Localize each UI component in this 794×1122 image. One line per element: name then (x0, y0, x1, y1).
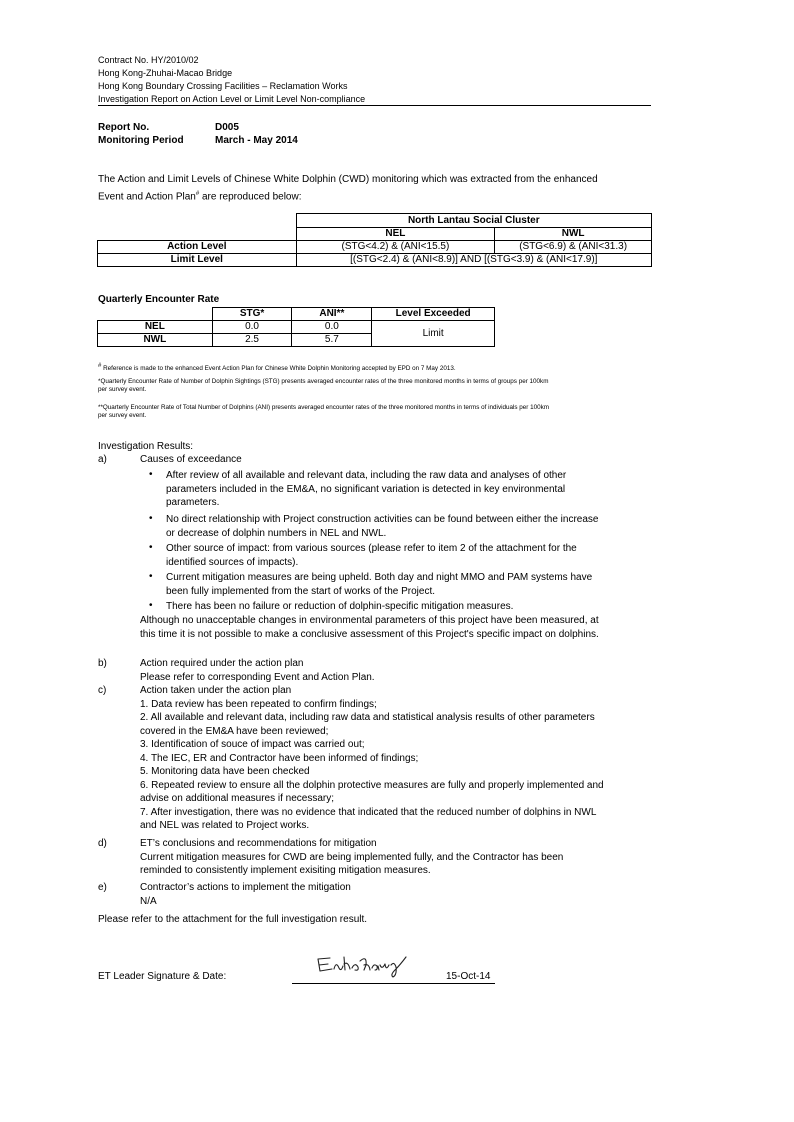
bullet-2-icon: • (149, 513, 153, 524)
bullet-1-icon: • (149, 469, 153, 480)
conclusion-line-1: Although no unacceptable changes in environmental parameters of this project have been measured, at (140, 615, 599, 626)
section-e-title: Contractor’s actions to implement the mitigation (140, 882, 351, 893)
action-item: 5. Monitoring data have been checked (140, 766, 310, 777)
bullet-1-line-3: parameters. (166, 497, 220, 508)
section-c-label: c) (98, 685, 107, 696)
col-stg-header: STG* (212, 308, 292, 321)
levels-empty-cell-2 (98, 228, 297, 241)
footnote-hash (98, 362, 658, 373)
bullet-2-line-2: or decrease of dolphin numbers in NEL and NWL. (166, 527, 387, 539)
investigation-title: Investigation Results: (98, 441, 194, 452)
action-level-nel: (STG<4.2) & (ANI<15.5) (296, 241, 495, 254)
bullet-4-icon: • (149, 571, 153, 582)
intro-paragraph (98, 173, 658, 204)
footnote-ani-line-2: per survey event. (98, 412, 147, 419)
section-a-title: Causes of exceedance (140, 454, 242, 465)
row-nwl-label: NWL (98, 334, 213, 347)
footnote-stg-line-2: per survey event. (98, 386, 147, 393)
footnote-stg (98, 378, 658, 394)
monitoring-period-label: Monitoring Period (98, 135, 184, 146)
footnote-stg-line-1: *Quarterly Encounter Rate of Number of Dolphin Sightings (STG) presents averaged encounter rates of the three monitored months in terms of groups per 100km (98, 378, 549, 385)
section-c-title: Action taken under the action plan (140, 685, 292, 696)
row-nwl-stg: 2.5 (212, 334, 292, 347)
section-e-text: N/A (140, 895, 157, 907)
limit-level-label: Limit Level (98, 254, 297, 267)
section-b-title: Action required under the action plan (140, 658, 304, 669)
section-a-conclusion (140, 614, 660, 641)
bullet-4-text (166, 571, 646, 598)
action-item: and NEL was related to Project works. (140, 820, 310, 831)
action-item: 1. Data review has been repeated to confirm findings; (140, 698, 377, 710)
action-item: 7. After investigation, there was no evidence that indicated that the reduced number of dolphins in NWL (140, 806, 597, 818)
action-level-nwl: (STG<6.9) & (ANI<31.3) (495, 241, 652, 254)
handwritten-signature (312, 951, 412, 979)
row-nwl-ani: 5.7 (292, 334, 372, 347)
bullet-3-text (166, 542, 646, 569)
bullet-3-line-2: identified sources of impacts). (166, 556, 299, 568)
signature-label: ET Leader Signature & Date: (98, 971, 227, 982)
bullet-4-line-1: Current mitigation measures are being upheld. Both day and night MMO and PAM systems have (166, 572, 593, 583)
footnote-ani (98, 404, 658, 420)
limit-level-value: [(STG<2.4) & (ANI<8.9)] AND [(STG<3.9) & (ANI<17.9)] (296, 254, 651, 267)
bullet-3-icon: • (149, 542, 153, 553)
closing-note: Please refer to the attachment for the full investigation result. (98, 914, 368, 925)
section-b-label: b) (98, 658, 107, 669)
report-no-value: D005 (215, 122, 239, 133)
header-divider (98, 105, 651, 106)
action-item: covered in the EM&A have been reviewed; (140, 725, 329, 737)
encounter-empty-cell (98, 308, 213, 321)
action-item: 4. The IEC, ER and Contractor have been informed of findings; (140, 752, 419, 764)
signature-line (292, 983, 495, 984)
header-report-type: Investigation Report on Action Level or Limit Level Non-compliance (98, 94, 366, 104)
bullet-4-line-2: been fully implemented from the start of works of the Project. (166, 585, 436, 597)
col-ani-header: ANI** (292, 308, 372, 321)
row-nel-stg: 0.0 (212, 321, 292, 334)
action-level-label: Action Level (98, 241, 297, 254)
intro-text: Event and Action Plan (98, 191, 196, 203)
action-item: advise on additional measures if necessary; (140, 793, 334, 804)
bullet-5-icon: • (149, 600, 153, 611)
bullet-5-line-1: There has been no failure or reduction of dolphin-specific mitigation measures. (166, 601, 514, 612)
header-contract: Contract No. HY/2010/02 (98, 55, 199, 65)
levels-table (97, 213, 652, 267)
intro-line-1: The Action and Limit Levels of Chinese White Dolphin (CWD) monitoring which was extracted from the enhanced (98, 174, 598, 185)
section-d-line-1: Current mitigation measures for CWD are being implemented fully, and the Contractor has been (140, 851, 564, 863)
levels-empty-cell (98, 214, 297, 228)
bullet-3-line-1: Other source of impact: from various sources (please refer to item 2 of the attachment for the (166, 543, 577, 554)
col-nel-header: NEL (296, 228, 495, 241)
level-exceeded-value: Limit (372, 321, 495, 347)
report-no-label: Report No. (98, 122, 150, 133)
section-d-line-2: reminded to consistently implement exisiting mitigation measures. (140, 865, 431, 876)
section-d-body (140, 837, 660, 878)
bullet-1-text (166, 469, 646, 510)
section-d-label: d) (98, 838, 107, 849)
footnote-hash-mark: # (98, 363, 102, 369)
section-a-label: a) (98, 454, 107, 465)
intro-line-2 (98, 187, 658, 204)
conclusion-line-2: this time it is not possible to make a conclusive assessment of this Project's specific impact on dolphins. (140, 628, 599, 640)
section-e-label: e) (98, 882, 107, 893)
monitoring-period-value: March - May 2014 (215, 135, 298, 146)
bullet-2-text (166, 513, 646, 540)
section-c-body (140, 684, 660, 833)
bullet-1-line-1: After review of all available and relevant data, including the raw data and analyses of other (166, 470, 567, 481)
intro-footnote-mark: # (195, 191, 200, 197)
section-b-body (140, 657, 660, 684)
section-d-title: ET’s conclusions and recommendations for mitigation (140, 838, 377, 849)
bullet-5-text (166, 600, 646, 614)
header-project: Hong Kong-Zhuhai-Macao Bridge (98, 68, 233, 78)
cluster-header: North Lantau Social Cluster (296, 214, 651, 228)
row-nel-label: NEL (98, 321, 213, 334)
bullet-1-line-2: parameters included in the EM&A, no significant variation is detected in key environmental (166, 483, 566, 495)
intro-text-end: are reproduced below: (199, 191, 302, 203)
action-item: 2. All available and relevant data, including raw data and statistical analysis results of other parameters (140, 712, 595, 723)
action-item: 6. Repeated review to ensure all the dolphin protective measures are fully and properly implemented and (140, 779, 604, 791)
col-nwl-header: NWL (495, 228, 652, 241)
section-e-body (140, 881, 660, 908)
footnote-ani-line-1: **Quarterly Encounter Rate of Total Number of Dolphins (ANI) presents averaged encounter rates of the three monitored months in terms of individuals per 100km (98, 404, 550, 411)
bullet-2-line-1: No direct relationship with Project construction activities can be found between either the increase (166, 514, 599, 525)
signature-date: 15-Oct-14 (446, 971, 491, 982)
col-level-header: Level Exceeded (372, 308, 495, 321)
action-item: 3. Identification of souce of impact was carried out; (140, 739, 365, 750)
section-b-text: Please refer to corresponding Event and Action Plan. (140, 671, 375, 683)
footnote-hash-text: Reference is made to the enhanced Event Action Plan for Chinese White Dolphin Monitoring accepted by EPD on 7 May 2013. (101, 365, 456, 373)
encounter-title: Quarterly Encounter Rate (98, 294, 220, 305)
encounter-table (97, 307, 495, 347)
header-facility: Hong Kong Boundary Crossing Facilities – Reclamation Works (98, 81, 348, 91)
row-nel-ani: 0.0 (292, 321, 372, 334)
